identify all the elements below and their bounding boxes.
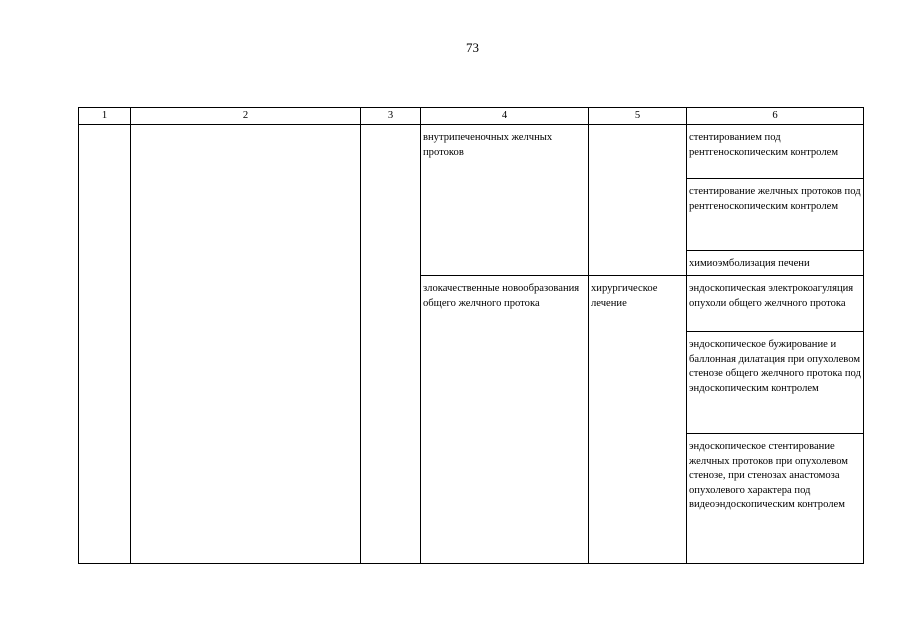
- col-header-3: 3: [361, 108, 421, 125]
- method-cell: стентирование желчных протоков под рентгеноскопическим контролем: [687, 179, 864, 251]
- cell-col3: [361, 125, 421, 564]
- header-row: [79, 108, 864, 125]
- diagnosis-cell: злокачественные новообразования общего желчного протока: [421, 276, 589, 564]
- method-cell: эндоскопическое бужирование и баллонная дилатация при опухолевом стенозе общего желчного протока под эндоскопическим контролем: [687, 332, 864, 434]
- treatment-cell: хирургическое лечение: [589, 276, 687, 564]
- method-cell: эндоскопическое стентирование желчных протоков при опухолевом стенозе, при стенозах анастомоза опухолевого характера под видеоэндоскопическим контролем: [687, 434, 864, 564]
- col-header-5: 5: [589, 108, 687, 125]
- col-header-6: 6: [687, 108, 864, 125]
- diagnosis-cell: внутрипеченочных желчных протоков: [421, 125, 589, 276]
- table-row: [79, 125, 864, 179]
- treatment-cell: [589, 125, 687, 276]
- medical-care-table: [78, 107, 864, 564]
- method-cell: эндоскопическая электрокоагуляция опухоли общего желчного протока: [687, 276, 864, 332]
- col-header-1: 1: [79, 108, 131, 125]
- col-header-4: 4: [421, 108, 589, 125]
- col-header-2: 2: [131, 108, 361, 125]
- method-cell: стентированием под рентгеноскопическим контролем: [687, 125, 864, 179]
- method-cell: химиоэмболизация печени: [687, 251, 864, 276]
- page-number: 73: [466, 40, 479, 55]
- cell-col1: [79, 125, 131, 564]
- cell-col2: [131, 125, 361, 564]
